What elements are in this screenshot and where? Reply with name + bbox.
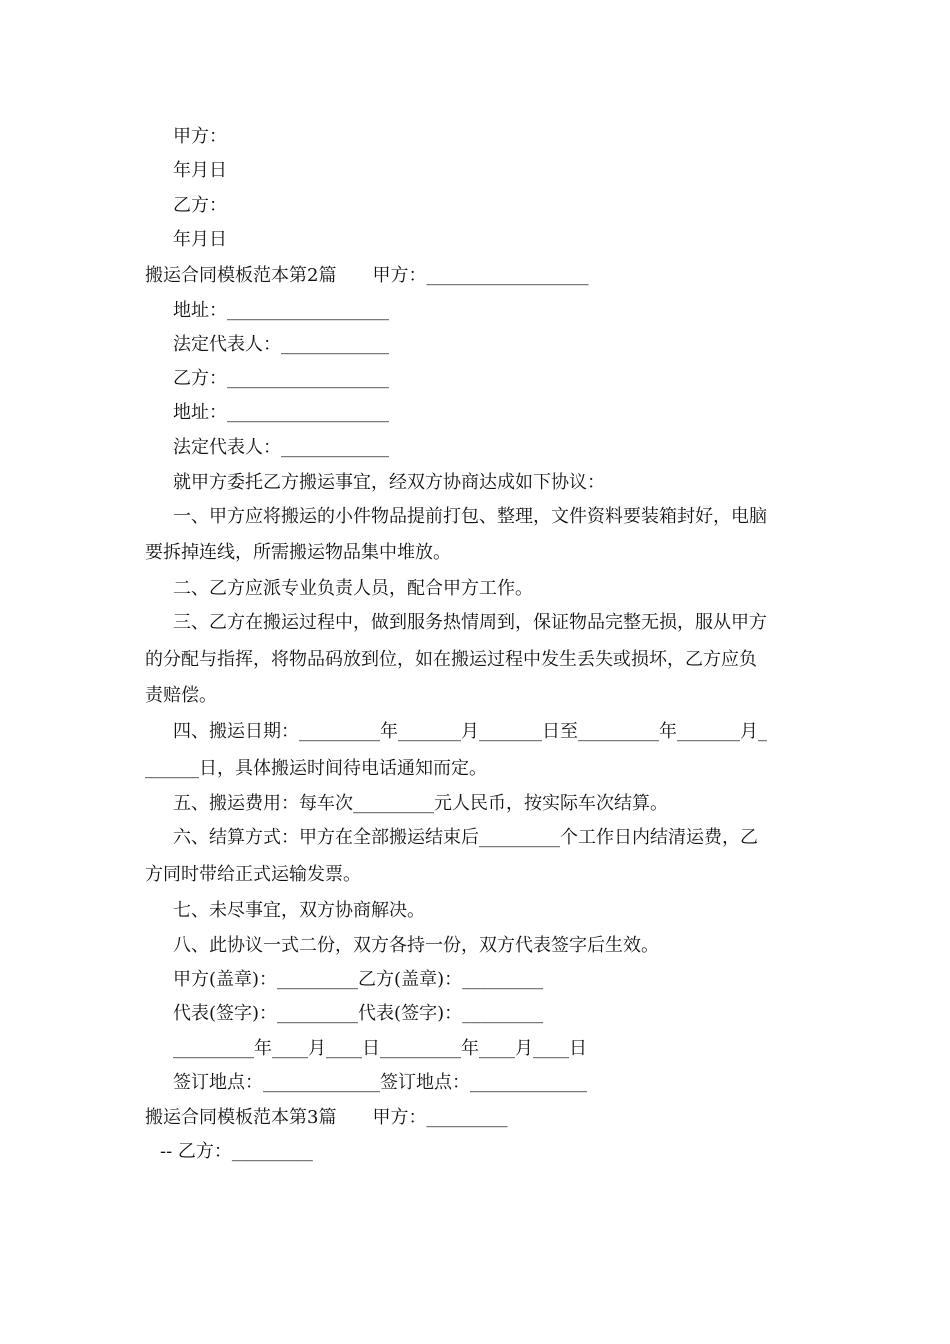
- section-title-2: 搬运合同模板范本第2篇 甲方：__________________: [145, 265, 589, 286]
- date-label-2: 年月日: [173, 229, 227, 250]
- agreement-intro: 就甲方委托乙方搬运事宜，经双方协商达成如下协议：: [173, 472, 605, 493]
- clause-3-line-1: 三、乙方在搬运过程中，做到服务热情周到，保证物品完整无损，服从甲方: [173, 612, 767, 633]
- party-b-field: 乙方：__________________: [173, 368, 389, 389]
- legal-rep-field-a: 法定代表人：____________: [173, 334, 389, 355]
- date-label-1: 年月日: [173, 160, 227, 181]
- clause-4-line-2: ______日，具体搬运时间待电话通知而定。: [145, 758, 487, 779]
- sign-location-line: 签订地点：_____________签订地点：_____________: [173, 1072, 587, 1093]
- clause-3-line-3: 责赔偿。: [145, 685, 217, 706]
- clause-1-line-1: 一、甲方应将搬运的小件物品提前打包、整理，文件资料要装箱封好，电脑: [173, 506, 767, 527]
- clause-7: 七、未尽事宜，双方协商解决。: [173, 900, 425, 921]
- clause-2: 二、乙方应派专业负责人员，配合甲方工作。: [173, 578, 533, 599]
- clause-6-line-2: 方同时带给正式运输发票。: [145, 864, 361, 885]
- signature-line: 代表(签字)：_________代表(签字)：_________: [173, 1003, 544, 1024]
- clause-6-line-1: 六、结算方式：甲方在全部搬运结束后_________个工作日内结清运费，乙: [173, 827, 758, 848]
- sign-date-line: _________年____月____日_________年____月____日: [173, 1038, 587, 1059]
- legal-rep-field-b: 法定代表人：____________: [173, 437, 389, 458]
- party-b-line-3: -- 乙方：_________: [160, 1141, 313, 1162]
- clause-8: 八、此协议一式二份，双方各持一份，双方代表签字后生效。: [173, 935, 659, 956]
- address-field-b: 地址：__________________: [173, 402, 389, 423]
- seal-line: 甲方(盖章)：_________乙方(盖章)：_________: [173, 969, 544, 990]
- party-a-label: 甲方：: [173, 126, 227, 147]
- clause-4-line-1: 四、搬运日期：_________年_______月_______日至_________年_______月_: [173, 721, 767, 742]
- address-field-a: 地址：__________________: [173, 300, 389, 321]
- section-title-3: 搬运合同模板范本第3篇 甲方：_________: [145, 1107, 508, 1128]
- clause-1-line-2: 要拆掉连线，所需搬运物品集中堆放。: [145, 542, 451, 563]
- party-b-label: 乙方：: [173, 195, 227, 216]
- clause-3-line-2: 的分配与指挥，将物品码放到位，如在搬运过程中发生丢失或损坏，乙方应负: [145, 649, 757, 670]
- clause-5: 五、搬运费用：每车次_________元人民币，按实际车次结算。: [173, 793, 668, 814]
